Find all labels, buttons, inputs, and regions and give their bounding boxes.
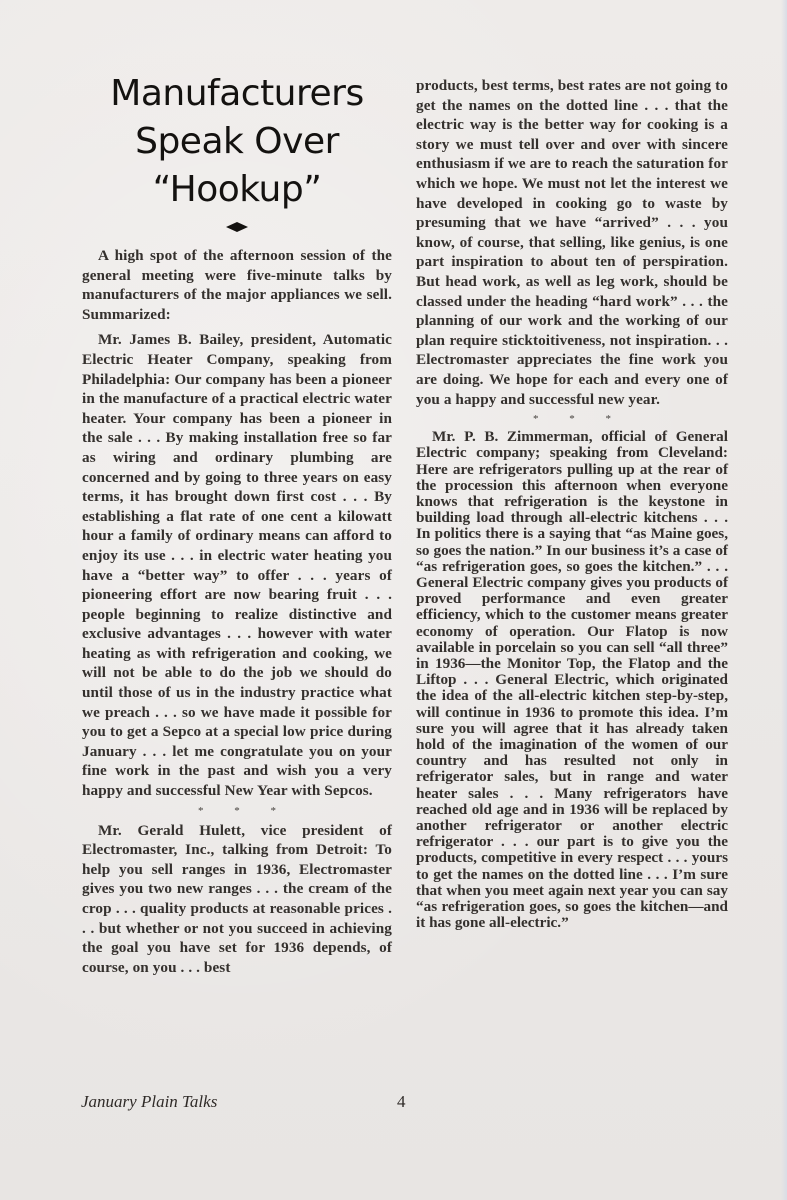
title-line-2: Speak Over bbox=[135, 121, 339, 162]
hulett-paragraph: Mr. Gerald Hulett, vice president of Electromaster, Inc., talking from Detroit: To help you sell ranges in 1936, Electromaster gives you two new ranges . . . the cream of the crop . . . quality products at reasonable prices . . . but whether or not you succeed in achieving the goal you have set for 1936 depends, of course, on you . . . best bbox=[82, 821, 392, 976]
page-number: 4 bbox=[397, 1092, 406, 1111]
zimmerman-paragraph: Mr. P. B. Zimmerman, official of General Electric company; speaking from Cleveland: Here are refrigerators pulling up at the rear of the procession this afternoon when everyone knows that refrigeration is the keystone in building load through all-electric kitchens . . . In politics there is a saying that “as Maine goes, so goes the nation.” In our business it’s a case of “as refrigeration goes, so goes the kitchen.” . . . General Electric company gives you products of proved performance and even greater efficiency, which to the customer means greater economy of operation. Our Flatop is now available in porcelain so you can sell “all three” in 1936—the Monitor Top, the Flatop and the Liftop . . . General Electric, which originated the idea of the all-electric kitchen step-by-step, will continue in 1936 to promote this idea. I’m sure you will agree that it has already taken hold of the imagination of the women of our country and has resulted not only in refrigerator sales, but in range and water heater sales . . . Many refrigerators have reached old age and in 1936 will be replaced by another refrigerator or another electric refrigerator . . . our part is to give you the products, competitive in every respect . . . yours to get the names on the dotted line . . . I’m sure that when you meet again next year you can say “as refrigeration goes, so goes the kitchen—and it has gone all-electric.” bbox=[416, 428, 728, 932]
title-line-1: Manufacturers bbox=[110, 73, 364, 114]
right-column bbox=[416, 76, 728, 931]
section-separator: * * * bbox=[198, 804, 290, 817]
hulett-paragraph-continued: products, best terms, best rates are not going to get the names on the dotted line . . . that the electric way is the better way for cooking is a story we must tell over and over with sincere enthusiasm if we are to reach the saturation for which we hope. We must not let the interest we have developed in cooking go to waste by presuming that we have “arrived” . . . you know, of course, that selling, like genius, is one part inspiration to about ten of perspiration. But head work, as well as leg work, should be classed under the heading “hard work” . . . the planning of our work and the working of our plan require sticktoitiveness, not inspiration. . . Electromaster appreciates the fine work you are doing. We hope for each and every one of you a happy and successful new year. bbox=[416, 77, 728, 408]
left-column bbox=[82, 62, 392, 977]
page-footer bbox=[81, 1092, 441, 1112]
article-title bbox=[82, 70, 392, 214]
title-line-3: “Hookup” bbox=[152, 169, 322, 210]
intro-paragraph: A high spot of the afternoon session of the general meeting were five-minute talks by manufacturers of the major appliances we sell. Summarized: bbox=[82, 247, 392, 323]
publication-name: January Plain Talks bbox=[81, 1092, 218, 1111]
bailey-paragraph: Mr. James B. Bailey, president, Automatic Electric Heater Company, speaking from Philadelphia: Our company has been a pioneer in the manufacture of a practical electric water heater. Your company has been a pioneer in the sale . . . By making installation free so far as wiring and ordinary plumbing are concerned and by going to three years on easy terms, it has brought down first cost . . . By establishing a flat rate of one cent a kilowatt hour a family of ordinary means can afford to enjoy its use . . . in electric water heating you have a “better way” to offer . . . years of pioneering effort are now bearing fruit . . . people beginning to realize distinctive and exclusive advantages . . . however with water heating as with refrigeration and cooking, we will not be able to do the job we should do until those of us in the industry practice what we preach . . . so we have made it possible for you to get a Sepco at a special low price during January . . . let me congratulate you on your fine work in the past and wish you a very happy and successful New Year with Sepcos. bbox=[82, 331, 392, 800]
diamond-ornament-icon bbox=[226, 222, 248, 232]
section-separator: * * * bbox=[533, 413, 625, 426]
